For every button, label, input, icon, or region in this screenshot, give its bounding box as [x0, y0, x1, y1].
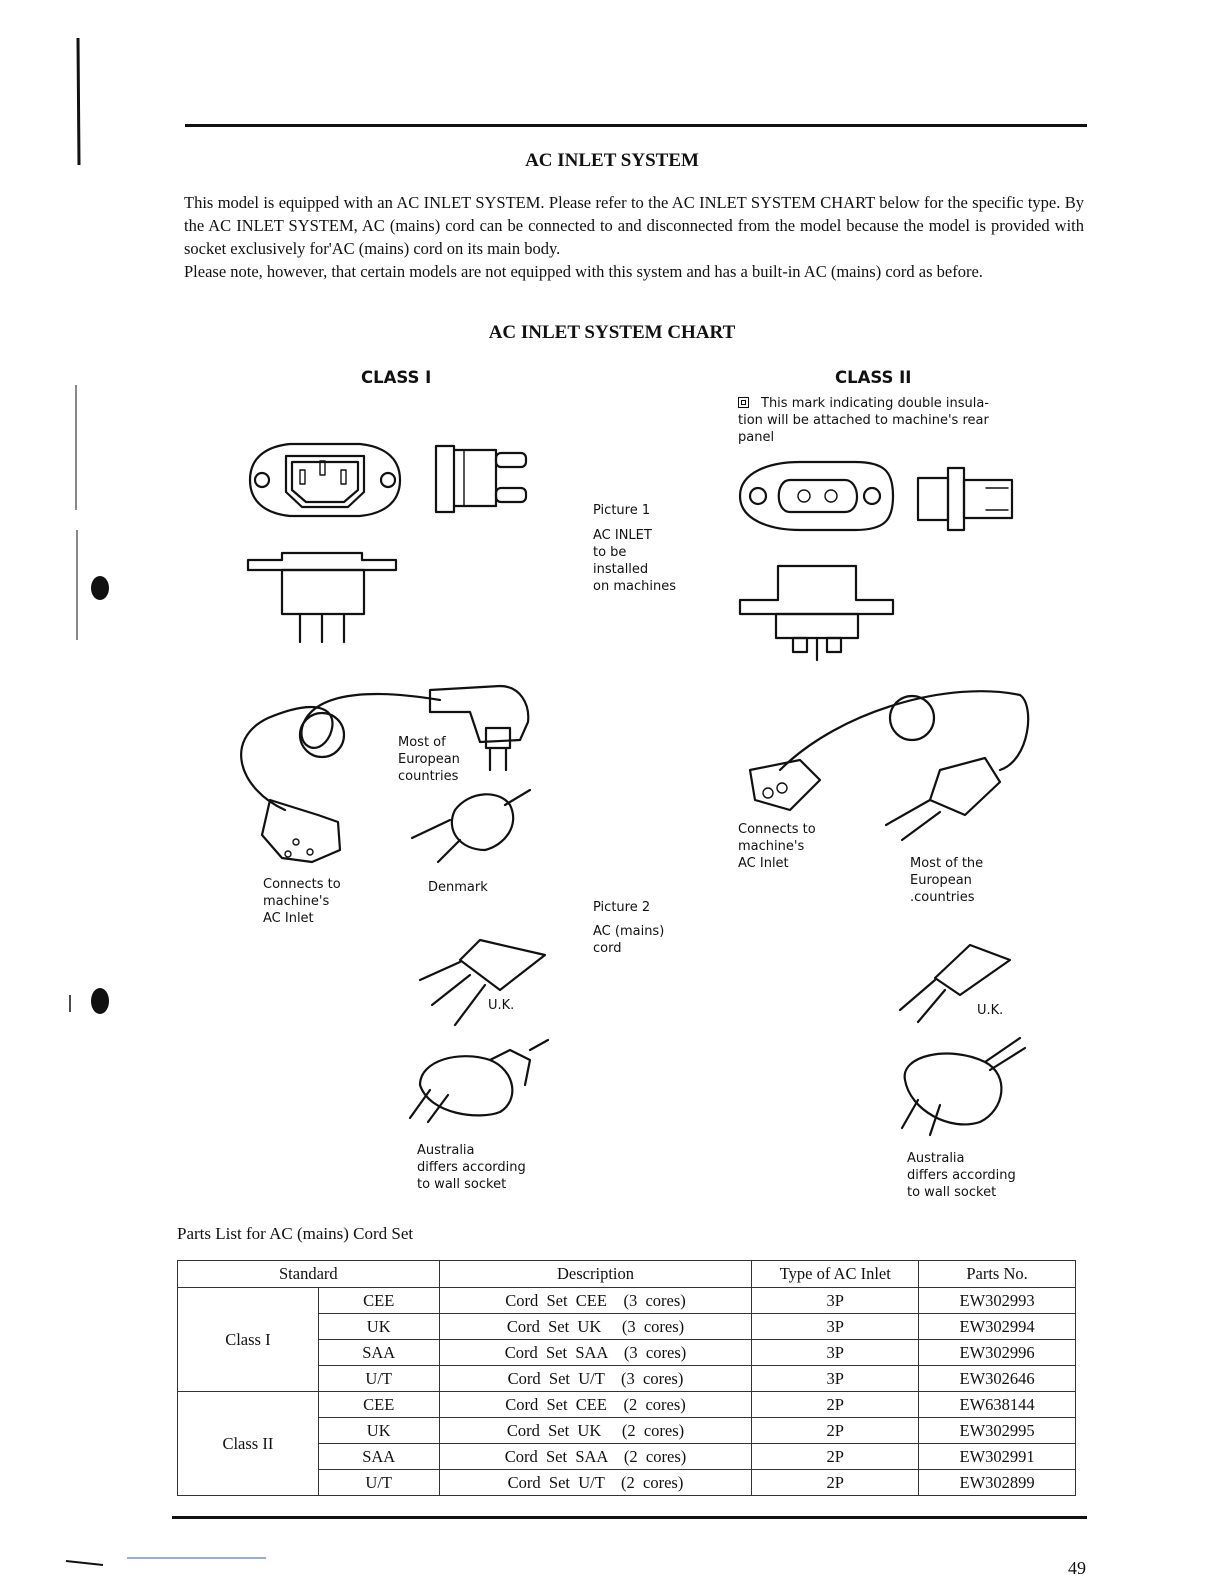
class2-cord-drawing [750, 691, 1028, 840]
cell-type: 2P [752, 1444, 919, 1470]
header-parts-no: Parts No. [919, 1261, 1076, 1288]
class1-denmark-label: Denmark [428, 880, 488, 895]
class1-connects-label: Connects to machine's AC Inlet [263, 877, 341, 926]
parts-list-title: Parts List for AC (mains) Cord Set [177, 1224, 414, 1243]
cell-description: Cord Set UK (2 cores) [439, 1418, 752, 1444]
chart-title: AC INLET SYSTEM CHART [488, 322, 736, 343]
class1-inlet-top-drawing [248, 553, 396, 642]
denmark-plug-drawing [412, 790, 530, 862]
class2-uk-label: U.K. [977, 1003, 1004, 1018]
table-row [178, 1288, 1076, 1314]
class1-australia-label: Australia differs according to wall socket [417, 1143, 526, 1192]
table-row [178, 1392, 1076, 1418]
cell-type: 3P [752, 1340, 919, 1366]
intro-text [184, 191, 1084, 283]
cell-type: 2P [752, 1392, 919, 1418]
picture2-label: Picture 2 [593, 900, 651, 915]
intro-paragraph-1: This model is equipped with an AC INLET SYSTEM. Please refer to the AC INLET SYSTEM CHART below for the specific type. By the AC INLET SYSTEM, AC (mains) cord can be connected to and disconnected from the model because the model is provided with socket exclusively for'AC (mains) cord on its main body. [184, 193, 1084, 258]
class2-group-label: Class II [178, 1392, 319, 1496]
cell-type: 3P [752, 1288, 919, 1314]
class2-heading: CLASS II [835, 368, 912, 387]
intro-paragraph-2: Please note, however, that certain models are not equipped with this system and has a built-in AC (mains) cord as before. [184, 262, 983, 281]
cell-type: 3P [752, 1366, 919, 1392]
class2-connects-label: Connects to machine's AC Inlet [738, 822, 816, 871]
picture2-caption: AC (mains) cord [593, 924, 665, 956]
cell-type: 2P [752, 1470, 919, 1496]
page-number: 49 [1068, 1558, 1086, 1578]
cell-standard: CEE [318, 1288, 439, 1314]
picture1-caption: AC INLET to be installed on machines [593, 528, 676, 594]
cell-description: Cord Set U/T (2 cores) [439, 1470, 752, 1496]
cell-part-no: EW302899 [919, 1470, 1076, 1496]
cell-part-no: EW302994 [919, 1314, 1076, 1340]
class1-cord-drawing [241, 686, 528, 862]
class1-inlet-side-drawing [436, 446, 526, 512]
double-insulation-mark-icon [738, 397, 749, 408]
section-title: AC INLET SYSTEM [525, 150, 699, 171]
cell-type: 3P [752, 1314, 919, 1340]
cell-description: Cord Set UK (3 cores) [439, 1314, 752, 1340]
cell-description: Cord Set SAA (2 cores) [439, 1444, 752, 1470]
class1-australia-plug-drawing [410, 1040, 548, 1122]
bottom-rule [172, 1516, 1087, 1519]
double-insulation-note [738, 395, 1038, 446]
cell-standard: U/T [318, 1366, 439, 1392]
cell-type: 2P [752, 1418, 919, 1444]
cell-part-no: EW302646 [919, 1366, 1076, 1392]
cell-part-no: EW638144 [919, 1392, 1076, 1418]
cell-part-no: EW302993 [919, 1288, 1076, 1314]
cell-standard: CEE [318, 1392, 439, 1418]
class1-european-label: Most of European countries [398, 735, 460, 784]
header-type: Type of AC Inlet [752, 1261, 919, 1288]
parts-list-table [177, 1260, 1076, 1496]
class1-heading: CLASS I [361, 368, 432, 387]
double-insulation-text: This mark indicating double insula- tion will be attached to machine's rear panel [738, 396, 990, 445]
cell-part-no: EW302991 [919, 1444, 1076, 1470]
cell-description: Cord Set CEE (2 cores) [439, 1392, 752, 1418]
class2-inlet-side-drawing [918, 468, 1012, 530]
picture1-label: Picture 1 [593, 503, 651, 518]
cell-part-no: EW302995 [919, 1418, 1076, 1444]
class2-inlet-front-drawing [740, 462, 893, 530]
cell-standard: SAA [318, 1444, 439, 1470]
cell-description: Cord Set CEE (3 cores) [439, 1288, 752, 1314]
class1-uk-cable-drawing [420, 940, 545, 1025]
cell-part-no: EW302996 [919, 1340, 1076, 1366]
class2-australia-label: Australia differs according to wall socket [907, 1151, 1016, 1200]
header-description: Description [439, 1261, 752, 1288]
cell-description: Cord Set SAA (3 cores) [439, 1340, 752, 1366]
cell-description: Cord Set U/T (3 cores) [439, 1366, 752, 1392]
class2-european-label: Most of the European .countries [910, 856, 984, 905]
class2-inlet-top-drawing [740, 566, 893, 660]
cell-standard: UK [318, 1314, 439, 1340]
class2-australia-plug-drawing [902, 1038, 1025, 1135]
cell-standard: UK [318, 1418, 439, 1444]
top-rule [185, 124, 1087, 127]
cell-standard: SAA [318, 1340, 439, 1366]
class1-uk-label: U.K. [488, 998, 515, 1013]
cell-standard: U/T [318, 1470, 439, 1496]
header-standard: Standard [178, 1261, 440, 1288]
class1-inlet-front-drawing [250, 444, 400, 516]
table-header-row [178, 1261, 1076, 1288]
class1-group-label: Class I [178, 1288, 319, 1392]
